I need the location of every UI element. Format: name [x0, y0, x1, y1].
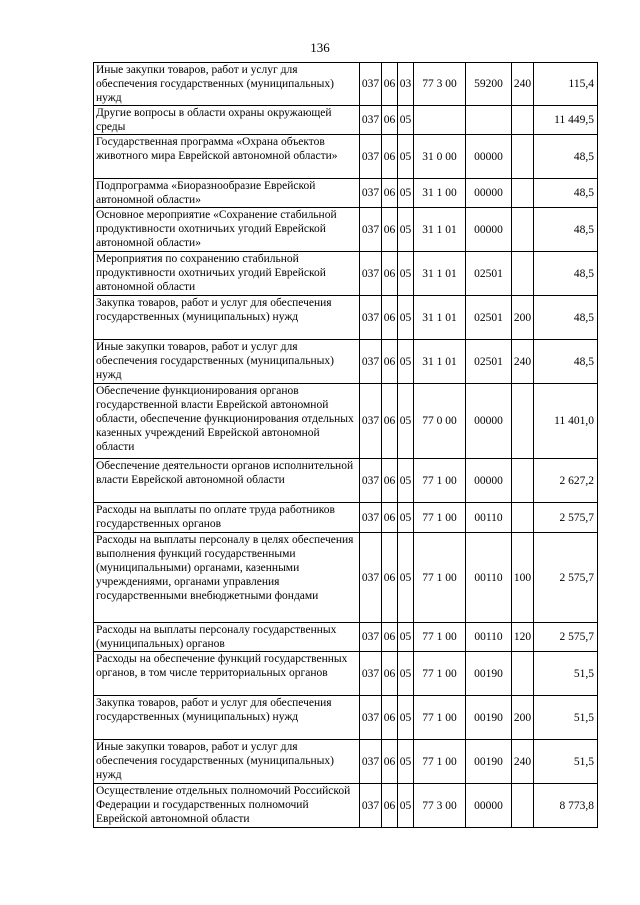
section-code: 06	[382, 340, 398, 384]
amount: 48,5	[534, 208, 598, 252]
ministry-code: 037	[360, 135, 382, 179]
section-code: 06	[382, 533, 398, 623]
amount: 48,5	[534, 340, 598, 384]
direction-code: 00190	[466, 740, 512, 784]
row-name: Закупка товаров, работ и услуг для обеспечения государственных (муниципальных) нужд	[94, 296, 360, 340]
table-row	[94, 533, 598, 623]
section-code: 06	[382, 623, 398, 652]
table-row	[94, 784, 598, 828]
row-name: Мероприятия по сохранению стабильной продуктивности охотничьих угодий Еврейской автономной области	[94, 252, 360, 296]
section-code: 06	[382, 740, 398, 784]
section-code: 06	[382, 784, 398, 828]
ministry-code: 037	[360, 784, 382, 828]
direction-code: 00000	[466, 179, 512, 208]
ministry-code: 037	[360, 696, 382, 740]
ministry-code: 037	[360, 208, 382, 252]
row-name: Иные закупки товаров, работ и услуг для обеспечения государственных (муниципальных) нужд	[94, 740, 360, 784]
section-code: 06	[382, 384, 398, 459]
table-row	[94, 623, 598, 652]
amount: 2 575,7	[534, 623, 598, 652]
amount: 51,5	[534, 740, 598, 784]
section-code: 06	[382, 503, 398, 533]
program-code: 77 1 00	[414, 696, 466, 740]
expense-type-code	[512, 384, 534, 459]
row-name: Расходы на выплаты персоналу государственных (муниципальных) органов	[94, 623, 360, 652]
row-name: Подпрограмма «Биоразнообразие Еврейской автономной области»	[94, 179, 360, 208]
program-code	[414, 106, 466, 135]
program-code: 77 1 00	[414, 623, 466, 652]
subsection-code: 05	[398, 106, 414, 135]
table-row	[94, 340, 598, 384]
section-code: 06	[382, 252, 398, 296]
amount: 2 627,2	[534, 459, 598, 503]
ministry-code: 037	[360, 652, 382, 696]
ministry-code: 037	[360, 459, 382, 503]
expense-type-code: 200	[512, 696, 534, 740]
amount: 51,5	[534, 652, 598, 696]
ministry-code: 037	[360, 179, 382, 208]
section-code: 06	[382, 459, 398, 503]
section-code: 06	[382, 179, 398, 208]
subsection-code: 05	[398, 740, 414, 784]
expense-type-code	[512, 652, 534, 696]
table-row	[94, 296, 598, 340]
subsection-code: 05	[398, 459, 414, 503]
direction-code: 00000	[466, 208, 512, 252]
expense-type-code: 200	[512, 296, 534, 340]
subsection-code: 05	[398, 696, 414, 740]
expense-type-code	[512, 135, 534, 179]
subsection-code: 05	[398, 179, 414, 208]
ministry-code: 037	[360, 740, 382, 784]
table-row	[94, 696, 598, 740]
ministry-code: 037	[360, 296, 382, 340]
table-row	[94, 252, 598, 296]
subsection-code: 05	[398, 340, 414, 384]
table-row	[94, 652, 598, 696]
program-code: 31 1 01	[414, 340, 466, 384]
amount: 115,4	[534, 63, 598, 106]
direction-code: 00190	[466, 652, 512, 696]
table-row	[94, 384, 598, 459]
page-number: 136	[310, 40, 330, 55]
expense-type-code	[512, 503, 534, 533]
row-name: Обеспечение функционирования органов государственной власти Еврейской автономной области, обеспечение функционирования отдельных казенных учреждений Еврейской автономной области	[94, 384, 360, 459]
subsection-code: 05	[398, 784, 414, 828]
expense-type-code: 240	[512, 63, 534, 106]
program-code: 31 1 00	[414, 179, 466, 208]
subsection-code: 05	[398, 503, 414, 533]
direction-code: 02501	[466, 340, 512, 384]
direction-code: 02501	[466, 296, 512, 340]
table-row	[94, 503, 598, 533]
row-name: Иные закупки товаров, работ и услуг для обеспечения государственных (муниципальных) нужд	[94, 63, 360, 106]
expense-type-code	[512, 179, 534, 208]
direction-code: 02501	[466, 252, 512, 296]
section-code: 06	[382, 106, 398, 135]
subsection-code: 05	[398, 296, 414, 340]
table-row	[94, 459, 598, 503]
row-name: Основное мероприятие «Сохранение стабильной продуктивности охотничьих угодий Еврейской автономной области»	[94, 208, 360, 252]
direction-code: 00000	[466, 784, 512, 828]
expense-type-code	[512, 252, 534, 296]
amount: 2 575,7	[534, 503, 598, 533]
program-code: 77 1 00	[414, 459, 466, 503]
ministry-code: 037	[360, 503, 382, 533]
budget-table	[93, 62, 598, 828]
program-code: 31 1 01	[414, 252, 466, 296]
ministry-code: 037	[360, 384, 382, 459]
expense-type-code	[512, 784, 534, 828]
direction-code: 00000	[466, 459, 512, 503]
amount: 2 575,7	[534, 533, 598, 623]
amount: 11 401,0	[534, 384, 598, 459]
section-code: 06	[382, 652, 398, 696]
ministry-code: 037	[360, 63, 382, 106]
amount: 48,5	[534, 252, 598, 296]
table-row	[94, 208, 598, 252]
direction-code	[466, 106, 512, 135]
amount: 51,5	[534, 696, 598, 740]
program-code: 77 3 00	[414, 784, 466, 828]
row-name: Иные закупки товаров, работ и услуг для обеспечения государственных (муниципальных) нужд	[94, 340, 360, 384]
expense-type-code	[512, 208, 534, 252]
budget-table-body	[94, 63, 598, 828]
amount: 48,5	[534, 135, 598, 179]
ministry-code: 037	[360, 623, 382, 652]
row-name: Другие вопросы в области охраны окружающей среды	[94, 106, 360, 135]
subsection-code: 05	[398, 252, 414, 296]
amount: 11 449,5	[534, 106, 598, 135]
program-code: 77 3 00	[414, 63, 466, 106]
subsection-code: 05	[398, 208, 414, 252]
expense-type-code	[512, 106, 534, 135]
section-code: 06	[382, 296, 398, 340]
program-code: 77 1 00	[414, 503, 466, 533]
ministry-code: 037	[360, 106, 382, 135]
section-code: 06	[382, 208, 398, 252]
expense-type-code: 240	[512, 340, 534, 384]
subsection-code: 03	[398, 63, 414, 106]
direction-code: 00110	[466, 533, 512, 623]
table-row	[94, 135, 598, 179]
ministry-code: 037	[360, 533, 382, 623]
expense-type-code: 100	[512, 533, 534, 623]
program-code: 77 1 00	[414, 533, 466, 623]
amount: 8 773,8	[534, 784, 598, 828]
row-name: Осуществление отдельных полномочий Российской Федерации и государственных полномочий Еврейской автономной области	[94, 784, 360, 828]
direction-code: 00190	[466, 696, 512, 740]
program-code: 31 1 01	[414, 208, 466, 252]
program-code: 77 1 00	[414, 740, 466, 784]
row-name: Государственная программа «Охрана объектов животного мира Еврейской автономной области»	[94, 135, 360, 179]
program-code: 31 1 01	[414, 296, 466, 340]
program-code: 77 1 00	[414, 652, 466, 696]
table-row	[94, 106, 598, 135]
amount: 48,5	[534, 296, 598, 340]
row-name: Обеспечение деятельности органов исполнительной власти Еврейской автономной области	[94, 459, 360, 503]
expense-type-code	[512, 459, 534, 503]
program-code: 77 0 00	[414, 384, 466, 459]
table-row	[94, 63, 598, 106]
row-name: Расходы на выплаты персоналу в целях обеспечения выполнения функций государственными (муниципальными) органами, казенными учреждениями, органами управления государственными внебюджетными фондами	[94, 533, 360, 623]
section-code: 06	[382, 696, 398, 740]
direction-code: 00110	[466, 503, 512, 533]
direction-code: 00000	[466, 135, 512, 179]
row-name: Расходы на выплаты по оплате труда работников государственных органов	[94, 503, 360, 533]
ministry-code: 037	[360, 340, 382, 384]
ministry-code: 037	[360, 252, 382, 296]
amount: 48,5	[534, 179, 598, 208]
section-code: 06	[382, 135, 398, 179]
subsection-code: 05	[398, 135, 414, 179]
direction-code: 59200	[466, 63, 512, 106]
row-name: Закупка товаров, работ и услуг для обеспечения государственных (муниципальных) нужд	[94, 696, 360, 740]
subsection-code: 05	[398, 533, 414, 623]
direction-code: 00000	[466, 384, 512, 459]
expense-type-code: 240	[512, 740, 534, 784]
row-name: Расходы на обеспечение функций государственных органов, в том числе территориальных органов	[94, 652, 360, 696]
subsection-code: 05	[398, 652, 414, 696]
program-code: 31 0 00	[414, 135, 466, 179]
table-row	[94, 740, 598, 784]
subsection-code: 05	[398, 384, 414, 459]
expense-type-code: 120	[512, 623, 534, 652]
subsection-code: 05	[398, 623, 414, 652]
section-code: 06	[382, 63, 398, 106]
direction-code: 00110	[466, 623, 512, 652]
table-row	[94, 179, 598, 208]
